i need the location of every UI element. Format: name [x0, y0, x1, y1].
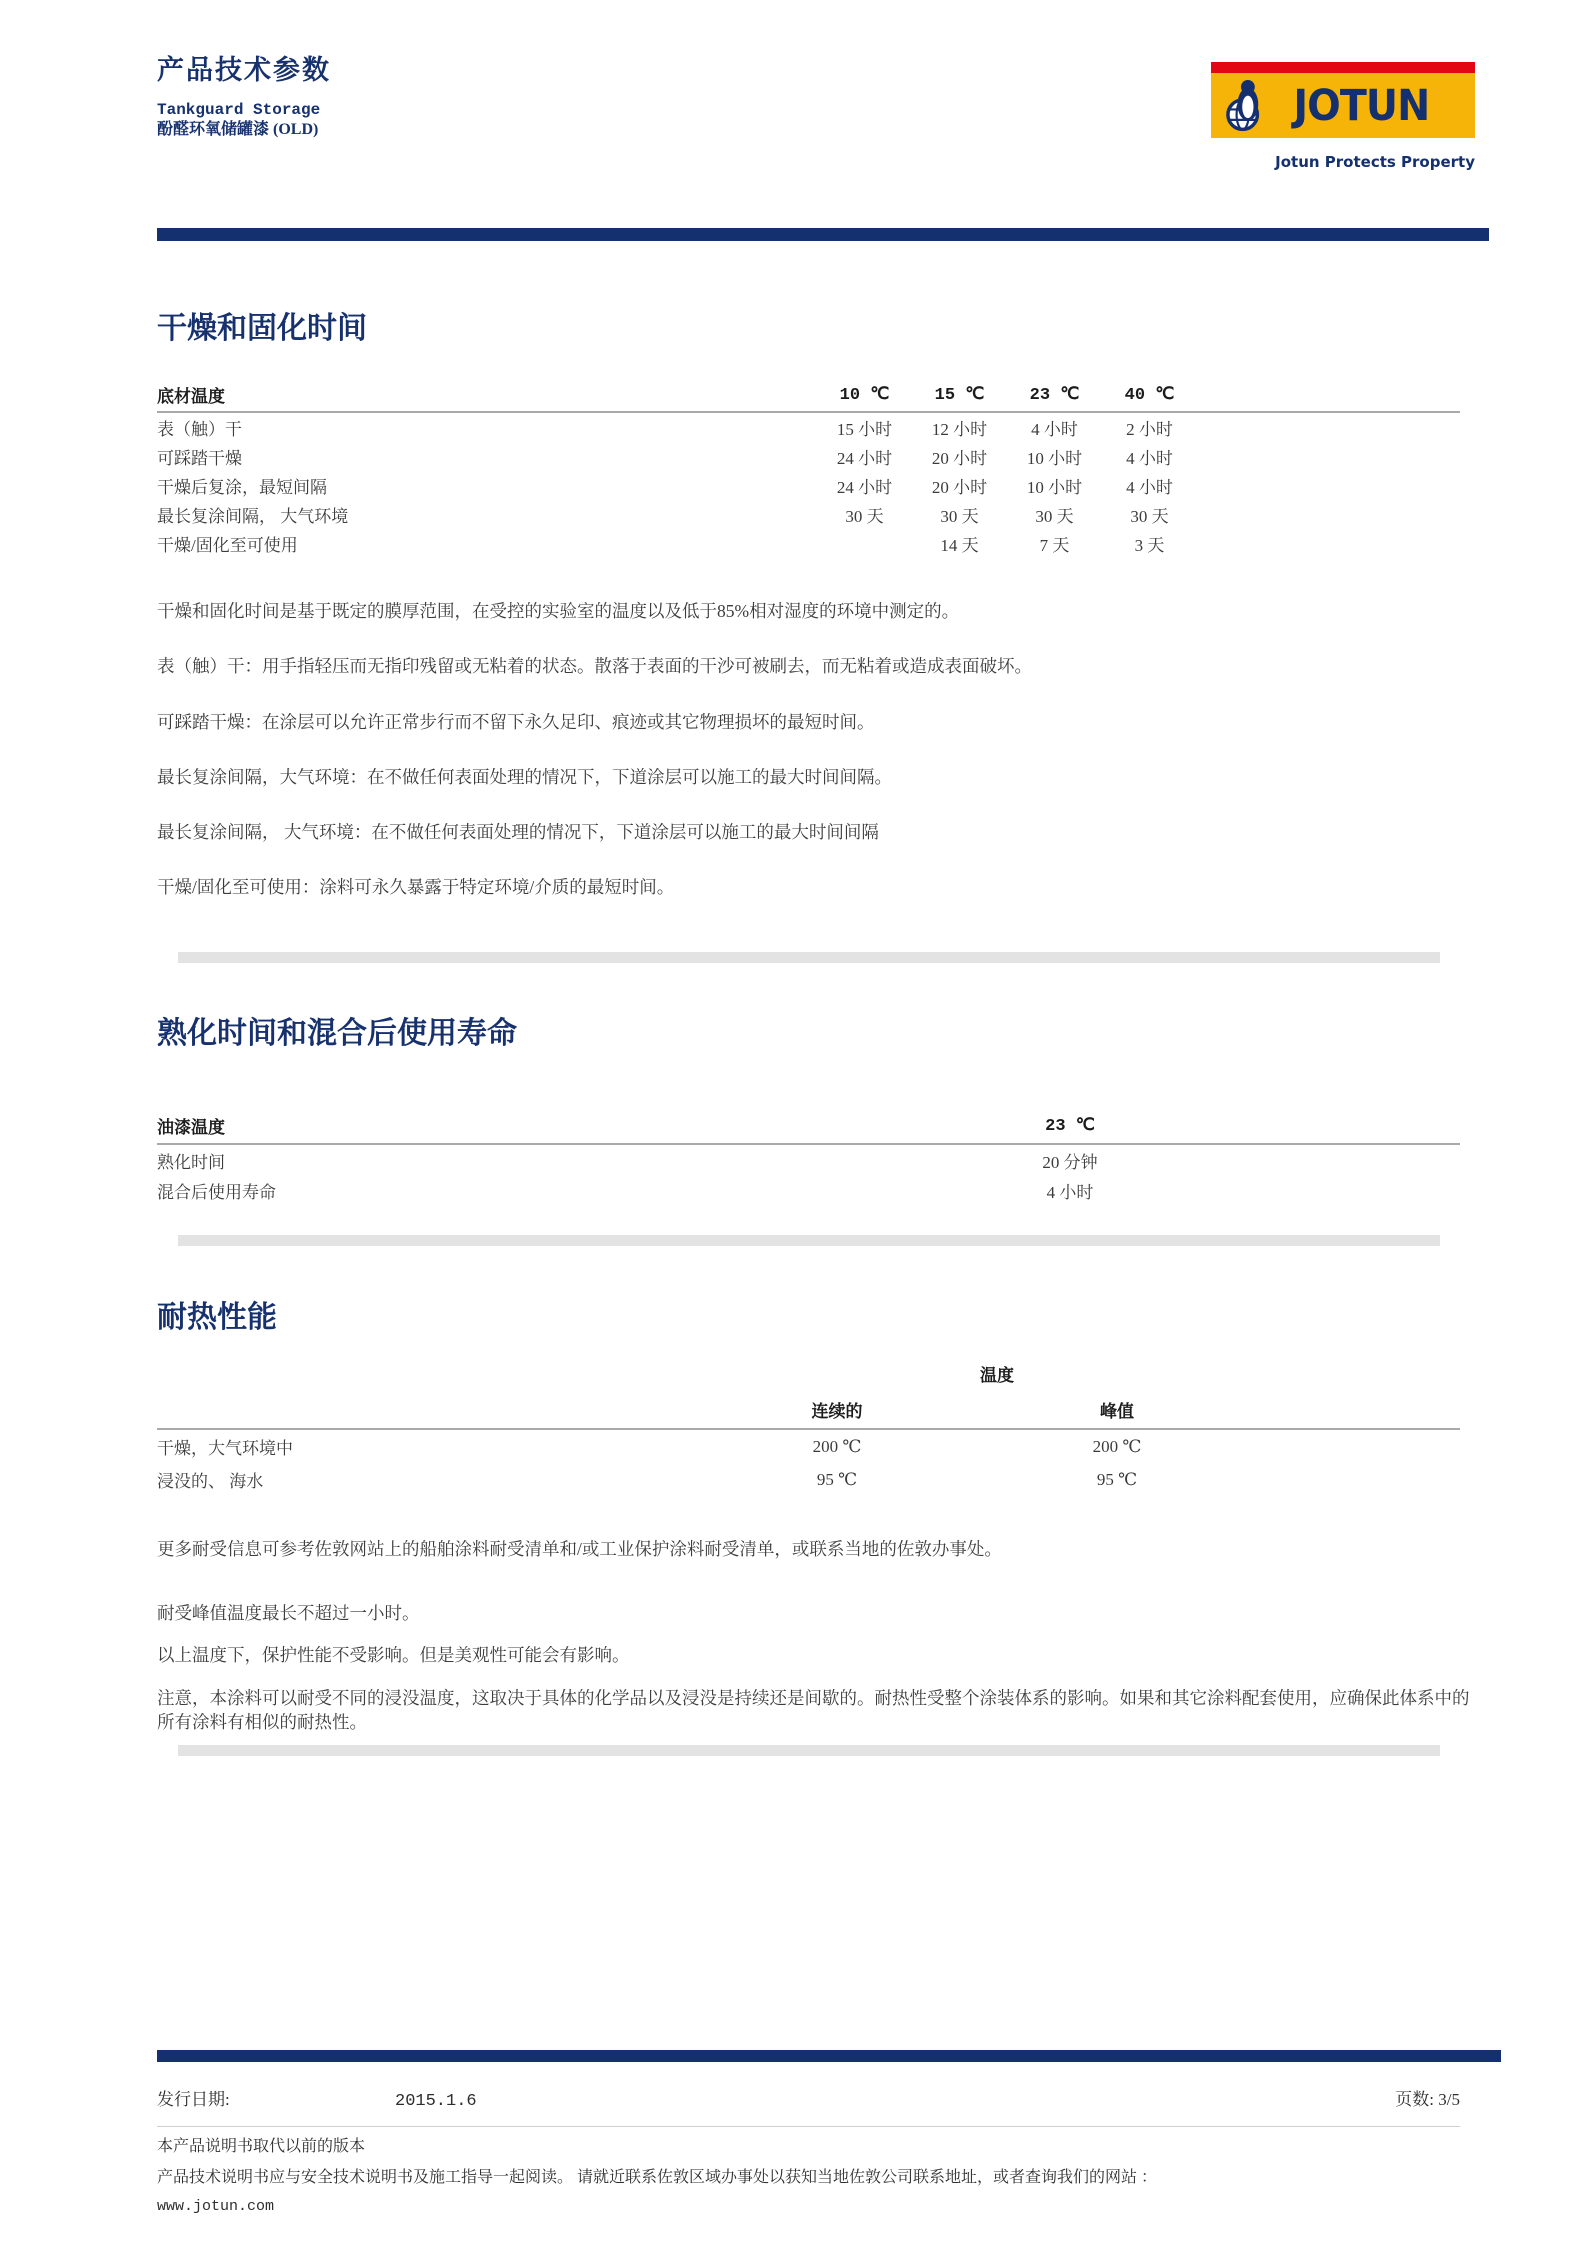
product-name-en: Tankguard Storage: [157, 101, 321, 119]
col-15c: 15 ℃: [912, 377, 1007, 412]
cell-value: 30 天: [845, 507, 884, 526]
jotun-wordmark: JOTUN: [1293, 80, 1430, 131]
footer-notes: [157, 2136, 1487, 2226]
section-separator: [178, 952, 1440, 963]
note-paragraph: 注意，本涂料可以耐受不同的浸没温度，这取决于具体的化学品以及浸没是持续还是间歇的。耐热性受整个涂装体系的影响。如果和其它涂料配套使用，应确保此体系中的所有涂料有相似的耐热性。: [157, 1687, 1470, 1732]
cell-value: 20 小时: [931, 449, 988, 468]
cell-value: 95 ℃: [816, 1469, 858, 1489]
section-drying: [157, 303, 1477, 934]
cell-value: 15 小时: [836, 420, 893, 439]
footer-note-supersedes: 本产品说明书取代以前的版本: [157, 2138, 366, 2155]
cell-value: 4 小时: [1046, 1182, 1094, 1202]
cell-value: 12 小时: [931, 420, 988, 439]
row-label: 混合后使用寿命: [157, 1182, 276, 1202]
note-paragraph: 以上温度下，保护性能不受影响。但是美观性可能会有影响。: [157, 1645, 630, 1666]
section-separator: [178, 1745, 1440, 1756]
drying-table: [157, 377, 1460, 558]
heat-notes: [157, 1538, 1477, 1734]
row-label: 熟化时间: [157, 1152, 225, 1172]
table-row: [157, 529, 1460, 558]
footer-divider-bar: [157, 2050, 1501, 2062]
section-heat-title: 耐热性能: [157, 1301, 277, 1334]
table-row: [157, 1144, 1460, 1175]
cell-value: 20 分钟: [1042, 1152, 1098, 1172]
section-separator: [178, 1235, 1440, 1246]
table-row: [157, 1463, 1460, 1496]
cell-value: 3 天: [1134, 536, 1165, 555]
jotun-logo-box: [1211, 62, 1475, 138]
website-link[interactable]: www.jotun.com: [157, 2198, 275, 2216]
cell-value: 200 ℃: [1092, 1436, 1142, 1456]
section-curing-title: 熟化时间和混合后使用寿命: [157, 1017, 517, 1050]
cell-value: 2 小时: [1126, 420, 1173, 439]
cell-value: [817, 529, 912, 558]
cell-value: 4 小时: [1126, 478, 1173, 497]
heat-table: [157, 1356, 1460, 1496]
curing-table: [157, 1107, 1460, 1205]
cell-value: 4 小时: [1126, 449, 1173, 468]
col-23c: 23 ℃: [1007, 377, 1102, 412]
note-paragraph: 干燥/固化至可使用：涂料可永久暴露于特定环境/介质的最短时间。: [157, 877, 675, 898]
curing-table-header-row: [157, 1107, 1460, 1144]
page-title: 产品技术参数: [157, 55, 331, 85]
drying-header-label: 底材温度: [157, 377, 817, 412]
table-row: [157, 471, 1460, 500]
note-paragraph: 耐受峰值温度最长不超过一小时。: [157, 1602, 420, 1623]
footer-meta-row: [157, 2085, 1460, 2111]
note-paragraph: 最长复涂间隔， 大气环境：在不做任何表面处理的情况下，下道涂层可以施工的最大时间间隔: [157, 822, 879, 842]
page-number: 页数: 3/5: [1395, 2090, 1460, 2109]
note-paragraph: 表（触）干：用手指轻压而无指印残留或无粘着的状态。散落于表面的干沙可被刷去，而无粘着或造成表面破坏。: [157, 656, 1032, 677]
penguin-globe-icon: [1221, 78, 1273, 134]
heat-group-header: 温度: [980, 1365, 1014, 1385]
drying-notes: [157, 602, 1477, 898]
cell-value: 30 天: [940, 507, 979, 526]
header: [157, 48, 331, 140]
note-paragraph: 可踩踏干燥：在涂层可以允许正常步行而不留下永久足印、痕迹或其它物理损坏的最短时间。: [157, 711, 875, 732]
cell-value: 4 小时: [1031, 420, 1078, 439]
row-label: 浸没的、 海水: [157, 1472, 264, 1491]
section-drying-title: 干燥和固化时间: [157, 312, 367, 345]
jotun-tagline: Jotun Protects Property: [1275, 153, 1475, 171]
col-40c: 40 ℃: [1102, 377, 1197, 412]
footer-note-read-with: 产品技术说明书应与安全技术说明书及施工指导一起阅读。 请就近联系佐敦区域办事处以获知当地佐敦公司联系地址，或者查询我们的网站 ：: [157, 2168, 1158, 2186]
table-row: [157, 500, 1460, 529]
col-continuous: 连续的: [717, 1390, 957, 1429]
section-curing: [157, 1008, 1477, 1205]
row-label: 表（触）干: [157, 420, 242, 439]
table-row: [157, 1175, 1460, 1205]
product-name: [157, 100, 331, 140]
note-paragraph: 最长复涂间隔，大气环境：在不做任何表面处理的情况下，下道涂层可以施工的最大时间间隔。: [157, 766, 892, 787]
note-paragraph: 干燥和固化时间是基于既定的膜厚范围，在受控的实验室的温度以及低于85%相对湿度的环境中测定的。: [157, 601, 960, 621]
heat-table-group-row: [157, 1356, 1460, 1390]
row-label: 最长复涂间隔， 大气环境: [157, 507, 349, 526]
product-name-cn: 酚醛环氧储罐漆 (OLD): [157, 121, 319, 138]
col-peak: 峰值: [957, 1390, 1277, 1429]
cell-value: 20 小时: [931, 478, 988, 497]
issue-date-label: 发行日期:: [157, 2090, 230, 2109]
footer-thin-divider: [157, 2126, 1460, 2127]
cell-value: 10 小时: [1026, 449, 1083, 468]
note-paragraph: 更多耐受信息可参考佐敦网站上的船舶涂料耐受清单和/或工业保护涂料耐受清单，或联系当地的佐敦办事处。: [157, 1539, 1002, 1559]
cell-value: 24 小时: [836, 449, 893, 468]
top-divider-bar: [157, 228, 1489, 241]
heat-table-header-row: [157, 1390, 1460, 1429]
section-heat: [157, 1292, 1477, 1734]
col-10c: 10 ℃: [817, 377, 912, 412]
issue-date-value: 2015.1.6: [395, 2092, 477, 2111]
cell-value: 14 天: [940, 536, 979, 555]
row-label: 可踩踏干燥: [157, 449, 242, 468]
cell-value: 10 小时: [1026, 478, 1083, 497]
table-row: [157, 1429, 1460, 1463]
table-row: [157, 442, 1460, 471]
cell-value: 200 ℃: [812, 1436, 862, 1456]
cell-value: 30 天: [1130, 507, 1169, 526]
row-label: 干燥/固化至可使用: [157, 536, 298, 555]
cell-value: 24 小时: [836, 478, 893, 497]
jotun-logo: [1211, 62, 1475, 171]
row-label: 干燥，大气环境中: [157, 1439, 293, 1458]
curing-header-value: 23 ℃: [1017, 1107, 1123, 1144]
cell-value: 95 ℃: [1096, 1469, 1138, 1489]
logo-red-stripe: [1211, 62, 1475, 73]
drying-table-header-row: [157, 377, 1460, 412]
cell-value: 30 天: [1035, 507, 1074, 526]
row-label: 干燥后复涂，最短间隔: [157, 478, 327, 497]
table-row: [157, 412, 1460, 442]
cell-value: 7 天: [1039, 536, 1070, 555]
curing-header-label: 油漆温度: [157, 1107, 1017, 1144]
